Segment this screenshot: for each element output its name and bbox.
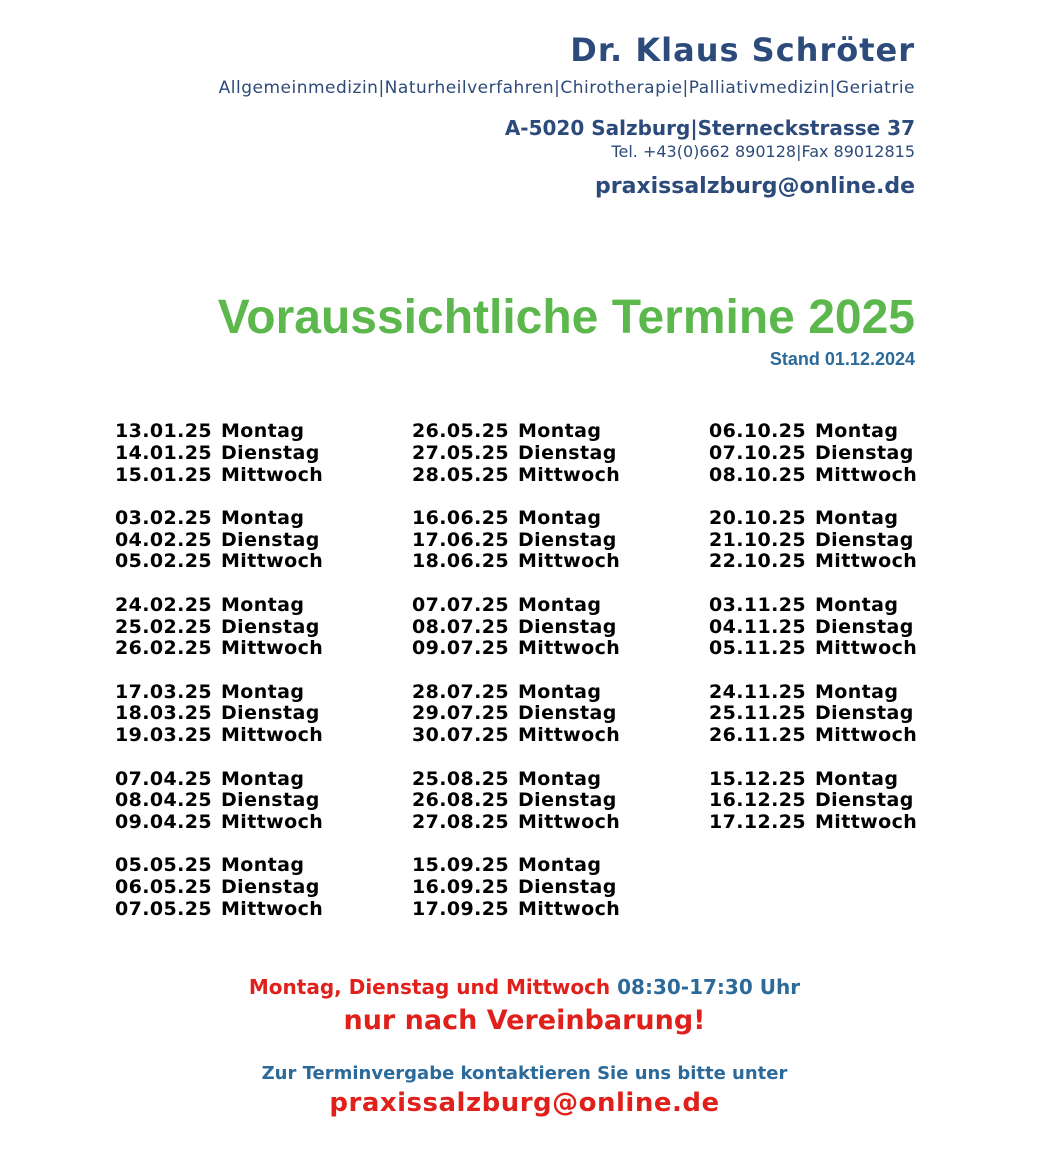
date-value: 18.06.25	[412, 550, 509, 573]
date-value: 26.11.25	[709, 724, 806, 747]
date-value: 26.08.25	[412, 789, 509, 812]
weekday: Mittwoch	[518, 811, 621, 834]
appointment-note: nur nach Vereinbarung!	[343, 1005, 706, 1036]
date-group	[709, 508, 999, 573]
date-value: 13.01.25	[115, 420, 212, 442]
page-title: Voraussichtliche Termine 2025	[217, 291, 915, 344]
date-row	[115, 595, 405, 617]
date-value: 09.04.25	[115, 811, 212, 834]
date-group	[115, 508, 405, 573]
date-value: 17.06.25	[412, 528, 509, 551]
date-row	[709, 595, 999, 617]
weekday: Montag	[518, 420, 602, 442]
date-group	[115, 421, 405, 486]
date-value: 07.10.25	[709, 441, 806, 464]
date-row	[115, 790, 405, 812]
date-row	[115, 877, 405, 899]
date-value: 18.03.25	[115, 702, 212, 725]
dates-column-3	[709, 421, 999, 855]
date-value: 07.05.25	[115, 898, 212, 921]
phone-fax: Tel. +43(0)662 890128|Fax 89012815	[611, 142, 915, 161]
date-row	[115, 899, 405, 921]
date-row	[115, 508, 405, 530]
weekday: Montag	[518, 593, 602, 616]
date-row	[709, 551, 999, 573]
date-value: 22.10.25	[709, 550, 806, 573]
weekday: Montag	[221, 680, 305, 703]
date-row	[412, 551, 702, 573]
date-value: 26.02.25	[115, 637, 212, 660]
date-row	[115, 551, 405, 573]
date-group	[412, 682, 702, 747]
date-row	[412, 899, 702, 921]
weekday: Mittwoch	[221, 724, 324, 747]
date-value: 05.11.25	[709, 637, 806, 660]
date-value: 08.10.25	[709, 463, 806, 486]
date-group	[115, 855, 405, 920]
weekday: Dienstag	[815, 702, 914, 725]
date-row	[709, 617, 999, 639]
weekday: Dienstag	[815, 441, 914, 464]
date-row	[115, 638, 405, 660]
date-row	[709, 790, 999, 812]
date-value: 08.04.25	[115, 789, 212, 812]
weekday: Dienstag	[221, 876, 320, 899]
date-row	[115, 725, 405, 747]
opening-hours	[0, 972, 1049, 1002]
date-row	[709, 508, 999, 530]
date-value: 15.09.25	[412, 854, 509, 877]
date-row	[412, 725, 702, 747]
dates-column-2	[412, 421, 702, 942]
date-value: 16.06.25	[412, 506, 509, 529]
date-value: 25.11.25	[709, 702, 806, 725]
weekday: Dienstag	[221, 702, 320, 725]
date-value: 07.04.25	[115, 767, 212, 790]
date-value: 28.05.25	[412, 463, 509, 486]
date-value: 15.12.25	[709, 767, 806, 790]
date-value: 04.11.25	[709, 615, 806, 638]
date-value: 04.02.25	[115, 528, 212, 551]
date-row	[412, 465, 702, 487]
date-group	[115, 682, 405, 747]
weekday: Mittwoch	[518, 637, 621, 660]
date-value: 07.07.25	[412, 593, 509, 616]
date-row	[709, 421, 999, 443]
weekday: Montag	[815, 506, 899, 529]
weekday: Montag	[221, 506, 305, 529]
date-value: 24.02.25	[115, 593, 212, 616]
weekday: Montag	[221, 420, 305, 442]
weekday: Mittwoch	[815, 724, 918, 747]
weekday: Mittwoch	[221, 898, 324, 921]
date-row	[412, 812, 702, 834]
date-value: 30.07.25	[412, 724, 509, 747]
date-group	[412, 769, 702, 834]
date-group	[709, 769, 999, 834]
weekday: Dienstag	[815, 615, 914, 638]
date-value: 06.05.25	[115, 876, 212, 899]
date-row	[412, 421, 702, 443]
date-value: 26.05.25	[412, 420, 509, 442]
date-row	[115, 443, 405, 465]
date-value: 24.11.25	[709, 680, 806, 703]
weekday: Mittwoch	[221, 463, 324, 486]
weekday: Montag	[518, 680, 602, 703]
date-row	[115, 812, 405, 834]
weekday: Montag	[815, 680, 899, 703]
weekday: Mittwoch	[815, 463, 918, 486]
date-value: 03.11.25	[709, 593, 806, 616]
weekday: Dienstag	[518, 528, 617, 551]
date-row	[115, 421, 405, 443]
date-row	[115, 465, 405, 487]
date-group	[412, 508, 702, 573]
date-value: 20.10.25	[709, 506, 806, 529]
date-row	[709, 530, 999, 552]
date-row	[412, 638, 702, 660]
date-row	[709, 725, 999, 747]
weekday: Dienstag	[221, 441, 320, 464]
date-group	[709, 595, 999, 660]
date-row	[709, 769, 999, 791]
date-value: 25.02.25	[115, 615, 212, 638]
date-group	[412, 421, 702, 486]
date-group	[709, 682, 999, 747]
date-value: 17.09.25	[412, 898, 509, 921]
weekday: Mittwoch	[518, 898, 621, 921]
weekday: Dienstag	[221, 789, 320, 812]
date-value: 03.02.25	[115, 506, 212, 529]
weekday: Dienstag	[221, 528, 320, 551]
date-row	[412, 703, 702, 725]
weekday: Dienstag	[518, 615, 617, 638]
date-value: 17.03.25	[115, 680, 212, 703]
date-value: 14.01.25	[115, 441, 212, 464]
date-value: 17.12.25	[709, 811, 806, 834]
weekday: Montag	[221, 593, 305, 616]
date-row	[115, 530, 405, 552]
date-row	[412, 443, 702, 465]
weekday: Mittwoch	[221, 550, 324, 573]
date-value: 27.05.25	[412, 441, 509, 464]
weekday: Mittwoch	[815, 811, 918, 834]
date-group	[412, 595, 702, 660]
date-row	[412, 682, 702, 704]
date-value: 05.02.25	[115, 550, 212, 573]
date-row	[709, 465, 999, 487]
address: A-5020 Salzburg|Sterneckstrasse 37	[504, 116, 915, 140]
opening-time: 08:30-17:30 Uhr	[617, 975, 801, 999]
weekday: Dienstag	[518, 789, 617, 812]
weekday: Dienstag	[518, 702, 617, 725]
date-value: 16.12.25	[709, 789, 806, 812]
date-row	[115, 855, 405, 877]
title-block	[218, 288, 915, 370]
date-value: 27.08.25	[412, 811, 509, 834]
weekday: Dienstag	[815, 789, 914, 812]
date-row	[709, 638, 999, 660]
weekday: Montag	[518, 506, 602, 529]
date-row	[412, 508, 702, 530]
date-group	[709, 421, 999, 486]
footer	[0, 972, 1049, 1120]
date-row	[412, 769, 702, 791]
stand-date: Stand 01.12.2024	[769, 349, 915, 369]
date-row	[115, 682, 405, 704]
date-row	[412, 530, 702, 552]
date-value: 29.07.25	[412, 702, 509, 725]
weekday: Montag	[815, 593, 899, 616]
date-row	[115, 769, 405, 791]
date-value: 05.05.25	[115, 854, 212, 877]
date-value: 06.10.25	[709, 420, 806, 442]
weekday: Mittwoch	[815, 637, 918, 660]
date-value: 19.03.25	[115, 724, 212, 747]
weekday: Dienstag	[815, 528, 914, 551]
date-value: 08.07.25	[412, 615, 509, 638]
weekday: Montag	[815, 420, 899, 442]
opening-days: Montag, Dienstag und Mittwoch	[248, 975, 611, 999]
weekday: Montag	[221, 854, 305, 877]
weekday: Montag	[518, 767, 602, 790]
date-row	[412, 877, 702, 899]
date-row	[115, 617, 405, 639]
weekday: Montag	[518, 854, 602, 877]
date-row	[412, 617, 702, 639]
weekday: Mittwoch	[221, 637, 324, 660]
weekday: Mittwoch	[221, 811, 324, 834]
date-row	[412, 855, 702, 877]
date-row	[709, 703, 999, 725]
date-value: 28.07.25	[412, 680, 509, 703]
date-value: 21.10.25	[709, 528, 806, 551]
weekday: Montag	[221, 767, 305, 790]
header-email: praxissalzburg@online.de	[594, 174, 915, 199]
date-value: 16.09.25	[412, 876, 509, 899]
contact-note: Zur Terminvergabe kontaktieren Sie uns bitte unter	[261, 1063, 788, 1084]
doctor-name: Dr. Klaus Schröter	[570, 31, 915, 69]
specialties: Allgemeinmedizin|Naturheilverfahren|Chirotherapie|Palliativmedizin|Geriatrie	[218, 78, 915, 98]
weekday: Dienstag	[518, 876, 617, 899]
weekday: Montag	[815, 767, 899, 790]
weekday: Mittwoch	[815, 550, 918, 573]
letterhead	[219, 26, 915, 202]
date-row	[115, 703, 405, 725]
date-group	[115, 595, 405, 660]
weekday: Dienstag	[221, 615, 320, 638]
dates-column-1	[115, 421, 405, 942]
date-group	[412, 855, 702, 920]
weekday: Dienstag	[518, 441, 617, 464]
date-row	[412, 595, 702, 617]
date-row	[709, 812, 999, 834]
date-row	[709, 682, 999, 704]
weekday: Mittwoch	[518, 463, 621, 486]
weekday: Mittwoch	[518, 550, 621, 573]
date-group	[115, 769, 405, 834]
date-row	[412, 790, 702, 812]
date-value: 25.08.25	[412, 767, 509, 790]
date-value: 15.01.25	[115, 463, 212, 486]
date-row	[709, 443, 999, 465]
date-value: 09.07.25	[412, 637, 509, 660]
weekday: Mittwoch	[518, 724, 621, 747]
footer-email: praxissalzburg@online.de	[329, 1088, 720, 1118]
